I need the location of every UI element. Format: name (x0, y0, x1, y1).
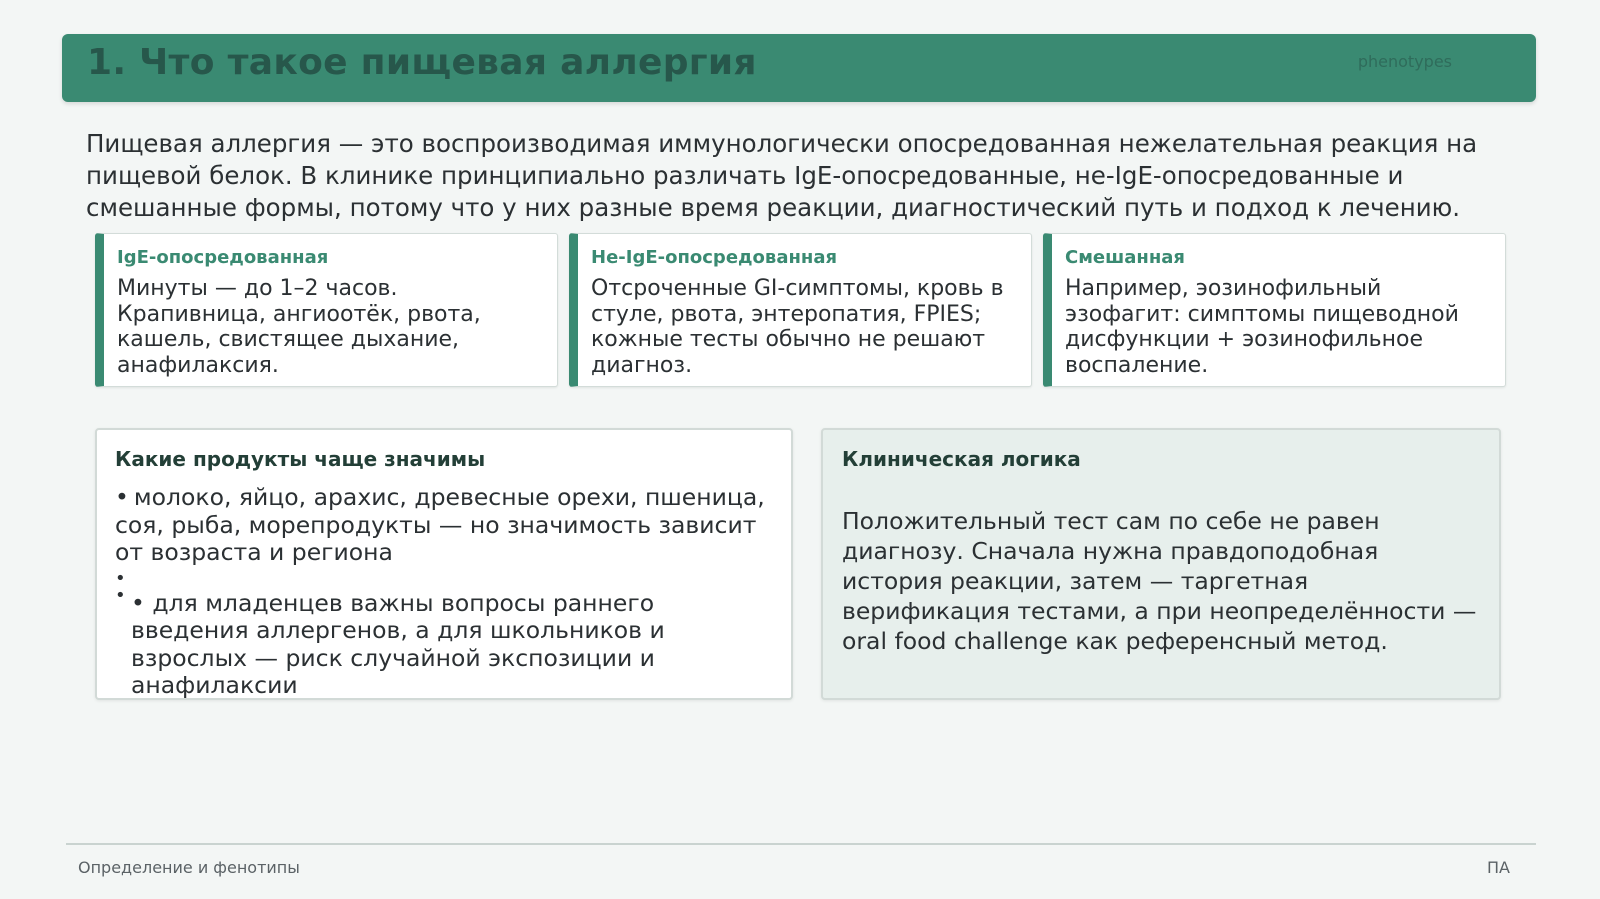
clinical-logic-box (821, 428, 1501, 700)
logic-body: Положительный тест сам по себе не равен диагнозу. Сначала нужна правдоподобная история реакции, затем — таргетная верификация тестами, а при неопределённости — oral food challenge как референсный метод. (842, 507, 1477, 655)
bullet: • (115, 567, 126, 589)
list-item (115, 484, 774, 567)
list-item-empty (115, 567, 774, 590)
card-ige-mediated (95, 233, 558, 387)
card-title: Смешанная (1065, 247, 1185, 268)
intro-paragraph: Пищевая аллергия — это воспроизводимая иммунологически опосредованная нежелательная реакция на пищевой белок. В клинике принципиально различать IgE-опосредованные, не-IgE-опосредованные и смешанные формы, потому что у них разные время реакции, диагностический путь и подход к лечению. (86, 129, 1478, 222)
footer-abbreviation: ПА (1487, 858, 1510, 877)
logic-title: Клиническая логика (842, 447, 1081, 471)
card-body: Например, эозинофильный эзофагит: симптомы пищеводной дисфункции + эозинофильное воспаление. (1065, 276, 1459, 378)
card-body: Отсроченные GI-симптомы, кровь в стуле, рвота, энтеропатия, FPIES; кожные тесты обычно не решают диагноз. (591, 276, 1004, 378)
list-item-text: молоко, яйцо, арахис, древесные орехи, пшеница, соя, рыба, морепродукты — но значимость зависит от возраста и региона (115, 483, 765, 566)
footer-section-name: Определение и фенотипы (78, 858, 300, 877)
list-item-text: • для младенцев важны вопросы раннего введения аллергенов, а для школьников и взрослых — риск случайной экспозиции и анафилаксии (131, 588, 665, 699)
card-body: Минуты — до 1–2 часов. Крапивница, ангиоотёк, рвота, кашель, свистящее дыхание, анафилаксия. (117, 276, 481, 378)
footer-divider (66, 843, 1536, 845)
card-title: Не-IgE-опосредованная (591, 247, 838, 268)
title-bar (62, 34, 1536, 102)
section-tag: phenotypes (1357, 52, 1452, 71)
bullet: • (115, 483, 129, 511)
page-title: 1. Что такое пищевая аллергия (87, 42, 757, 83)
products-title: Какие продукты чаще значимы (115, 447, 486, 471)
products-box (95, 428, 793, 700)
bullet: • (115, 584, 126, 606)
list-item (115, 584, 774, 700)
card-mixed (1043, 233, 1506, 387)
card-title: IgE-опосредованная (117, 247, 329, 268)
card-non-ige-mediated (569, 233, 1032, 387)
products-list (115, 484, 774, 700)
